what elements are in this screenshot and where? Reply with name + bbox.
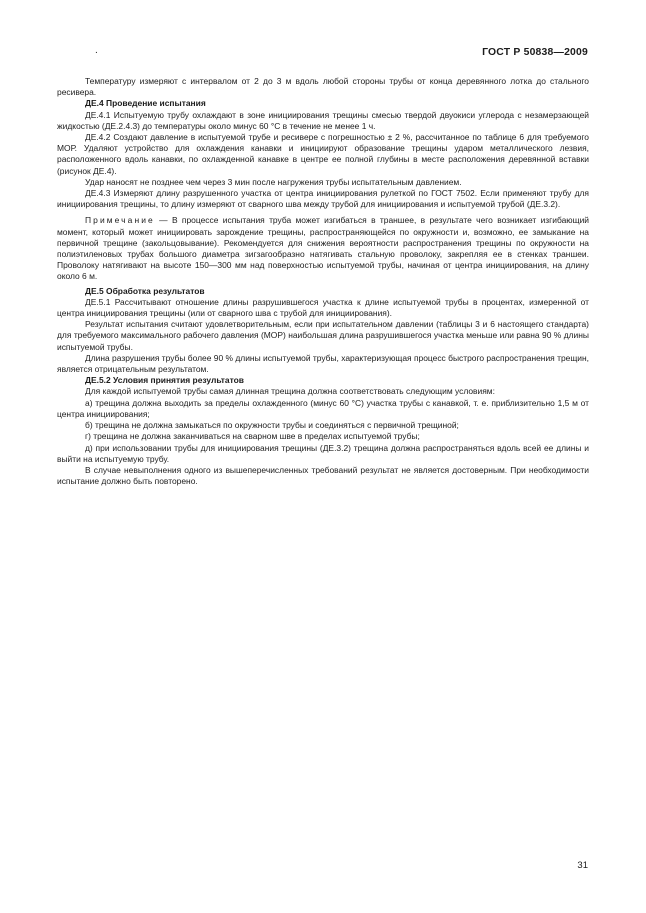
- list-item-d: д) при использовании трубы для инициирования трещины (ДЕ.3.2) трещина должна распространяться вдоль всей ее длины и выйти на испытуемую трубу.: [57, 442, 589, 464]
- heading-de5-2: ДЕ.5.2 Условия принятия результатов: [85, 375, 244, 386]
- paragraph-result-ok: Результат испытания считают удовлетворительным, если при испытательном давлении (таблицы 3 и 6 настоящего стандарта) для требуемого максимального рабочего давления (МОР) наибольшая длина разрушившегося участка меньше или равна 90 % длины испытуемой трубы.: [57, 319, 589, 352]
- heading-de5: ДЕ.5 Обработка результатов: [85, 285, 205, 296]
- note-text: — В процессе испытания труба может изгибаться в траншее, в результате чего возникает изгибающий момент, который может инициировать зарождение трещины, распространяющейся по окружности и, возможно, ее замыкание на первичной трещине (закольцовывание). Рекомендуется для снижения вероятности распространения трещины по окружности на полиэтиленовых трубах большого диаметра зигзагообразно натягивать стальную проволоку, закрепляя ее в стенках траншеи. Проволоку натягивают на высоте 150—300 мм над поверхностью испытуемой трубы, начиная от центра инициирования, на длину около 6 м.: [57, 215, 589, 282]
- paragraph-temperature: Температуру измеряют с интервалом от 2 до 3 м вдоль любой стороны трубы от конца деревянного лотка до стального ресивера.: [57, 76, 589, 98]
- note-label: Примечание: [85, 215, 155, 226]
- list-item-a: а) трещина должна выходить за пределы охлажденного (минус 60 °С) участка трубы с канавкой, т. е. приблизительно 1,5 м от центра инициирования;: [57, 397, 589, 419]
- page-number: 31: [577, 860, 588, 871]
- page-body: [57, 76, 589, 487]
- paragraph-conditions: Для каждой испытуемой трубы самая длинная трещина должна соответствовать следующим условиям:: [85, 386, 495, 397]
- paragraph-impact: Удар наносят не позднее чем через 3 мин после нагружения трубы испытательным давлением.: [85, 176, 462, 187]
- paragraph-de4-1: ДЕ.4.1 Испытуемую трубу охлаждают в зоне инициирования трещины смесью твердой двуокиси углерода с незамерзающей жидкостью (ДЕ.2.4.3) до температуры около минус 60 °С в течение не менее 1 ч.: [57, 109, 589, 131]
- paragraph-invalid: В случае невыполнения одного из вышеперечисленных требований результат не является достоверным. При необходимости испытание должно быть повторено.: [57, 464, 589, 487]
- header-dot: .: [95, 45, 98, 56]
- standard-designation: ГОСТ Р 50838—2009: [482, 47, 588, 58]
- note-paragraph: [57, 215, 589, 282]
- heading-de4: ДЕ.4 Проведение испытания: [85, 98, 206, 109]
- paragraph-result-negative: Длина разрушения трубы более 90 % длины испытуемой трубы, характеризующая процесс быстрого распространения трещин, является отрицательным результатом.: [57, 352, 589, 375]
- list-item-g: г) трещина не должна заканчиваться на сварном шве в пределах испытуемой трубы;: [85, 431, 420, 442]
- paragraph-de5-1: ДЕ.5.1 Рассчитывают отношение длины разрушившегося участка к длине испытуемой трубы в процентах, измеренной от центра инициирования трещины (или от сварного шва с трубой для инициирования).: [57, 296, 589, 319]
- list-item-b: б) трещина не должна замыкаться по окружности трубы и соединяться с первичной трещиной;: [85, 420, 459, 431]
- paragraph-de4-2: ДЕ.4.2 Создают давление в испытуемой трубе и ресивере с погрешностью ± 2 %, рассчитанное по таблице 6 для требуемого МОР. Удаляют устройство для охлаждения канавки и инициируют образование трещины ударом металлического лезвия, расположенного вдоль канавки, по охлажденной канавке в центре ее полной глубины в месте расположения деревянной вставки (рисунок ДЕ.4).: [57, 132, 589, 176]
- paragraph-de4-3: ДЕ.4.3 Измеряют длину разрушенного участка от центра инициирования рулеткой по ГОСТ 7502. Если применяют трубу для инициирования трещины, то длину измеряют от сварного шва между трубой для инициирования и испытуемой трубой (ДЕ.3.2).: [57, 188, 589, 210]
